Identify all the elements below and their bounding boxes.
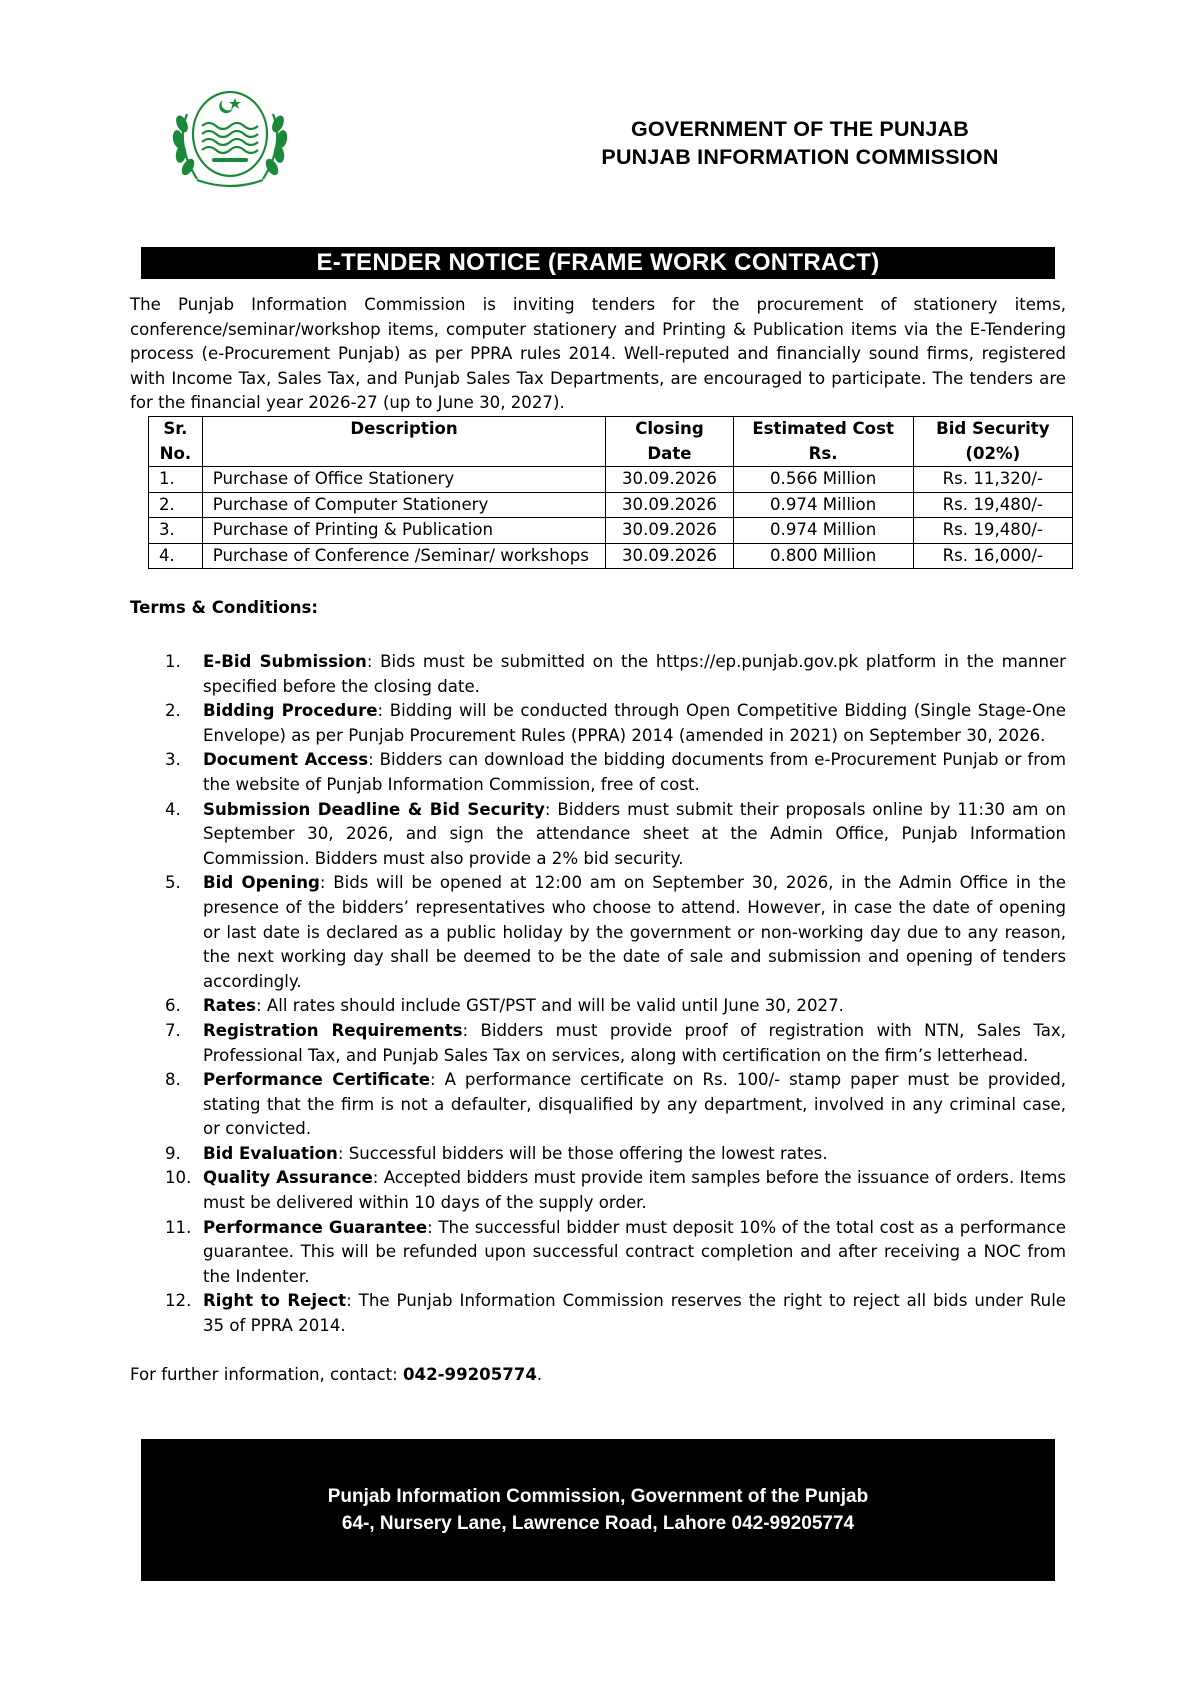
cell-closing-date: 30.09.2026 — [606, 492, 733, 518]
cell-estimated-cost: 0.800 Million — [733, 543, 913, 569]
header-line-1: GOVERNMENT OF THE PUNJAB — [630, 117, 970, 141]
table-row — [149, 543, 1073, 569]
term-item — [130, 871, 1066, 994]
term-number: 2. — [165, 701, 181, 721]
header-estimated-cost: Estimated Cost Rs. — [733, 417, 913, 467]
footer-line-1: Punjab Information Commission, Government of the Punjab — [327, 1486, 869, 1507]
term-text: : Bidders can download the bidding documents from e-Procurement Punjab or from the website of Punjab Information Commission, free of cost. — [203, 750, 1067, 794]
term-item — [130, 1216, 1066, 1290]
cell-closing-date: 30.09.2026 — [606, 543, 733, 569]
cell-bid-security: Rs. 19,480/- — [913, 518, 1072, 544]
term-title: Rates — [203, 996, 257, 1016]
term-number: 4. — [165, 799, 181, 819]
term-text: : Bids will be opened at 12:00 am on September 30, 2026, in the Admin Office in the presence of the bidders’ representatives who choose to attend. However, in case the date of opening or last date is declared as a public holiday by the government or non-working day due to any reason, the next working day shall be deemed to be the date of sale and submission and opening of tenders accordingly. — [203, 873, 1066, 991]
term-text: : Bidders must provide proof of registration with NTN, Sales Tax, Professional Tax, and Punjab Sales Tax on services, along with certification on the firm’s letterhead. — [203, 1020, 1066, 1065]
cell-estimated-cost: 0.566 Million — [733, 467, 913, 493]
term-number: 6. — [165, 996, 181, 1016]
term-title: Bid Evaluation — [203, 1143, 338, 1163]
cell-sr: 2. — [149, 492, 203, 518]
term-number: 7. — [165, 1020, 181, 1040]
term-item — [130, 798, 1066, 872]
footer-line-2: 64-, Nursery Lane, Lawrence Road, Lahore 042-99205774 — [341, 1513, 855, 1534]
cell-estimated-cost: 0.974 Million — [733, 492, 913, 518]
term-text: : Bids must be submitted on the https://ep.punjab.gov.pk platform in the manner specified before the closing date. — [203, 652, 1066, 696]
term-title: Quality Assurance — [203, 1168, 373, 1188]
table-row — [149, 467, 1073, 493]
term-number: 10. — [165, 1168, 192, 1188]
term-title: Performance Certificate — [203, 1070, 431, 1090]
government-header — [560, 115, 1040, 171]
header-bid-security: Bid Security (02%) — [913, 417, 1072, 467]
term-title: Registration Requirements — [203, 1020, 463, 1040]
cell-description: Purchase of Printing & Publication — [202, 518, 606, 544]
term-item — [130, 1289, 1066, 1338]
cell-closing-date: 30.09.2026 — [606, 467, 733, 493]
term-title: Right to Reject — [203, 1291, 347, 1311]
term-item — [130, 699, 1066, 748]
term-number: 5. — [165, 873, 181, 893]
cell-closing-date: 30.09.2026 — [606, 518, 733, 544]
header-closing-date: Closing Date — [606, 417, 733, 467]
term-item — [130, 1166, 1066, 1215]
term-title: Bidding Procedure — [203, 701, 378, 721]
notice-title: E-TENDER NOTICE (FRAME WORK CONTRACT) — [141, 247, 1055, 279]
term-number: 12. — [165, 1291, 192, 1311]
term-text: : A performance certificate on Rs. 100/- stamp paper must be provided, stating that the firm is not a defaulter, disqualified by any department, involved in any criminal case, or convicted. — [203, 1070, 1066, 1139]
term-text: : The Punjab Information Commission reserves the right to reject all bids under Rule 35 of PPRA 2014. — [203, 1291, 1067, 1336]
term-item — [130, 1019, 1066, 1068]
header-description: Description — [202, 417, 606, 467]
cell-bid-security: Rs. 19,480/- — [913, 492, 1072, 518]
header-line-2: PUNJAB INFORMATION COMMISSION — [601, 145, 999, 169]
term-text: : All rates should include GST/PST and will be valid until June 30, 2027. — [256, 996, 844, 1016]
terms-heading: Terms & Conditions: — [130, 598, 319, 617]
term-text: : Bidders must submit their proposals online by 11:30 am on September 30, 2026, and sign the attendance sheet at the Admin Office, Punjab Information Commission. Bidders must also provide a 2% bid security. — [203, 799, 1066, 868]
term-text: : Bidding will be conducted through Open Competitive Bidding (Single Stage-One Envelope) as per Punjab Procurement Rules (PPRA) 2014 (amended in 2021) on September 30, 2026. — [203, 701, 1066, 745]
contact-phone: 042-99205774 — [403, 1365, 537, 1384]
cell-description: Purchase of Computer Stationery — [202, 492, 606, 518]
term-item — [130, 748, 1066, 797]
term-item — [130, 994, 1066, 1019]
term-text: : The successful bidder must deposit 10% of the total cost as a performance guarantee. This will be refunded upon successful contract completion and after receiving a NOC from the Indenter. — [203, 1217, 1066, 1286]
cell-description: Purchase of Conference /Seminar/ workshops — [202, 543, 606, 569]
cell-sr: 3. — [149, 518, 203, 544]
term-number: 8. — [165, 1070, 181, 1090]
term-title: Bid Opening — [203, 873, 320, 893]
cell-sr: 1. — [149, 467, 203, 493]
terms-list — [130, 650, 1066, 1339]
contact-suffix: . — [536, 1365, 543, 1384]
cell-bid-security: Rs. 16,000/- — [913, 543, 1072, 569]
term-number: 3. — [165, 750, 181, 770]
header-sr-no: Sr. No. — [149, 417, 203, 467]
term-item — [130, 1068, 1066, 1142]
footer-banner — [141, 1439, 1055, 1581]
term-title: E-Bid Submission — [203, 652, 367, 671]
cell-sr: 4. — [149, 543, 203, 569]
tender-table — [148, 416, 1073, 569]
term-title: Submission Deadline & Bid Security — [203, 799, 545, 819]
term-text: : Successful bidders will be those offering the lowest rates. — [337, 1143, 828, 1163]
cell-bid-security: Rs. 11,320/- — [913, 467, 1072, 493]
term-number: 9. — [165, 1143, 181, 1163]
term-number: 11. — [165, 1217, 192, 1237]
cell-estimated-cost: 0.974 Million — [733, 518, 913, 544]
term-item — [130, 1142, 1066, 1167]
punjab-emblem-logo — [157, 84, 303, 196]
term-text: : Accepted bidders must provide item samples before the issuance of orders. Items must be delivered within 10 days of the supply order. — [203, 1168, 1066, 1213]
contact-line — [130, 1363, 542, 1387]
term-title: Document Access — [203, 750, 369, 770]
table-header-row — [149, 417, 1073, 467]
table-row — [149, 492, 1073, 518]
intro-paragraph: The Punjab Information Commission is inviting tenders for the procurement of stationery items, conference/seminar/workshop items, computer stationery and Printing & Publication items via the E-Tendering process (e-Procurement Punjab) as per PPRA rules 2014. Well-reputed and financially sound firms, registered with Income Tax, Sales Tax, and Punjab Sales Tax Departments, are encouraged to participate. The tenders are for the financial year 2026-27 (up to June 30, 2027). — [130, 295, 1066, 413]
contact-label: For further information, contact: — [130, 1365, 403, 1384]
table-row — [149, 518, 1073, 544]
term-item — [130, 650, 1066, 699]
term-number: 1. — [165, 652, 181, 671]
term-title: Performance Guarantee — [203, 1217, 428, 1237]
cell-description: Purchase of Office Stationery — [202, 467, 606, 493]
